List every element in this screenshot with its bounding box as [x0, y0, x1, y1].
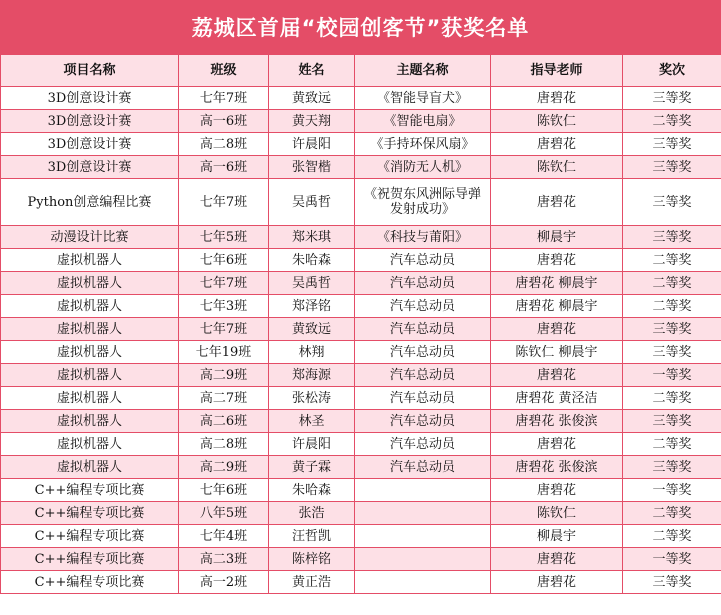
- header-theme: 主题名称: [355, 55, 491, 87]
- cell-project: 虚拟机器人: [1, 364, 179, 387]
- cell-teacher: 唐碧花 柳晨宇: [491, 295, 623, 318]
- cell-name: 黄天翔: [269, 110, 355, 133]
- table-row: [1, 295, 721, 318]
- table-row: [1, 87, 721, 110]
- table-row: [1, 433, 721, 456]
- cell-award: 三等奖: [623, 318, 721, 341]
- cell-class: 高一2班: [179, 571, 269, 594]
- table-row: [1, 272, 721, 295]
- cell-project: 动漫设计比赛: [1, 226, 179, 249]
- cell-teacher: 唐碧花: [491, 479, 623, 502]
- cell-class: 七年5班: [179, 226, 269, 249]
- cell-award: 二等奖: [623, 295, 721, 318]
- cell-award: 二等奖: [623, 249, 721, 272]
- cell-theme: 《祝贺东风洲际导弹发射成功》: [355, 179, 491, 226]
- cell-project: 3D创意设计赛: [1, 133, 179, 156]
- table-row: [1, 502, 721, 525]
- cell-class: 七年6班: [179, 249, 269, 272]
- cell-project: C++编程专项比赛: [1, 548, 179, 571]
- header-teacher: 指导老师: [491, 55, 623, 87]
- cell-name: 许晨阳: [269, 433, 355, 456]
- cell-theme: 《智能电扇》: [355, 110, 491, 133]
- cell-class: 七年6班: [179, 479, 269, 502]
- cell-class: 高二9班: [179, 456, 269, 479]
- cell-teacher: 柳晨宇: [491, 525, 623, 548]
- cell-teacher: 唐碧花 黄泾洁: [491, 387, 623, 410]
- cell-name: 吴禹哲: [269, 272, 355, 295]
- cell-class: 高一6班: [179, 110, 269, 133]
- cell-theme: 汽车总动员: [355, 341, 491, 364]
- header-project: 项目名称: [1, 55, 179, 87]
- cell-project: 3D创意设计赛: [1, 87, 179, 110]
- cell-teacher: 唐碧花 张俊滨: [491, 410, 623, 433]
- cell-class: 高二7班: [179, 387, 269, 410]
- cell-class: 高二8班: [179, 433, 269, 456]
- cell-project: 虚拟机器人: [1, 341, 179, 364]
- cell-award: 三等奖: [623, 571, 721, 594]
- table-row: [1, 548, 721, 571]
- cell-class: 高二9班: [179, 364, 269, 387]
- cell-theme: 汽车总动员: [355, 456, 491, 479]
- cell-teacher: 陈钦仁: [491, 110, 623, 133]
- header-name: 姓名: [269, 55, 355, 87]
- table-row: [1, 364, 721, 387]
- cell-teacher: 唐碧花: [491, 571, 623, 594]
- cell-project: C++编程专项比赛: [1, 479, 179, 502]
- cell-theme: [355, 548, 491, 571]
- table-row: [1, 387, 721, 410]
- cell-theme: 《智能导盲犬》: [355, 87, 491, 110]
- table-row: [1, 456, 721, 479]
- cell-award: 三等奖: [623, 226, 721, 249]
- cell-award: 二等奖: [623, 502, 721, 525]
- award-table: [0, 54, 721, 594]
- cell-theme: 汽车总动员: [355, 433, 491, 456]
- table-row: [1, 179, 721, 226]
- cell-class: 高一6班: [179, 156, 269, 179]
- table-row: [1, 571, 721, 594]
- cell-theme: 《手持环保风扇》: [355, 133, 491, 156]
- table-row: [1, 479, 721, 502]
- cell-name: 郑米琪: [269, 226, 355, 249]
- cell-theme: 汽车总动员: [355, 249, 491, 272]
- cell-teacher: 唐碧花: [491, 548, 623, 571]
- cell-teacher: 陈钦仁: [491, 502, 623, 525]
- cell-theme: 汽车总动员: [355, 295, 491, 318]
- cell-project: 虚拟机器人: [1, 295, 179, 318]
- cell-project: C++编程专项比赛: [1, 502, 179, 525]
- cell-name: 许晨阳: [269, 133, 355, 156]
- cell-teacher: 唐碧花: [491, 87, 623, 110]
- cell-theme: [355, 502, 491, 525]
- table-row: [1, 249, 721, 272]
- cell-class: 七年4班: [179, 525, 269, 548]
- cell-teacher: 唐碧花: [491, 179, 623, 226]
- cell-teacher: 唐碧花: [491, 133, 623, 156]
- cell-name: 张松涛: [269, 387, 355, 410]
- cell-class: 高二6班: [179, 410, 269, 433]
- cell-award: 三等奖: [623, 87, 721, 110]
- page-title: 荔城区首届“校园创客节”获奖名单: [0, 0, 721, 54]
- cell-project: 虚拟机器人: [1, 249, 179, 272]
- cell-name: 汪哲凯: [269, 525, 355, 548]
- cell-theme: 汽车总动员: [355, 272, 491, 295]
- table-row: [1, 341, 721, 364]
- cell-class: 七年7班: [179, 318, 269, 341]
- table-row: [1, 525, 721, 548]
- cell-class: 七年7班: [179, 272, 269, 295]
- table-row: [1, 410, 721, 433]
- cell-teacher: 唐碧花 张俊滨: [491, 456, 623, 479]
- cell-class: 高二8班: [179, 133, 269, 156]
- cell-name: 张浩: [269, 502, 355, 525]
- cell-award: 三等奖: [623, 341, 721, 364]
- cell-project: C++编程专项比赛: [1, 571, 179, 594]
- cell-award: 三等奖: [623, 156, 721, 179]
- cell-theme: [355, 479, 491, 502]
- cell-project: 3D创意设计赛: [1, 156, 179, 179]
- table-row: [1, 133, 721, 156]
- cell-teacher: 唐碧花: [491, 249, 623, 272]
- cell-teacher: 陈钦仁: [491, 156, 623, 179]
- cell-project: 虚拟机器人: [1, 318, 179, 341]
- cell-theme: 汽车总动员: [355, 364, 491, 387]
- cell-teacher: 柳晨宇: [491, 226, 623, 249]
- cell-name: 林圣: [269, 410, 355, 433]
- cell-theme: 《消防无人机》: [355, 156, 491, 179]
- cell-award: 一等奖: [623, 364, 721, 387]
- cell-teacher: 陈钦仁 柳晨宇: [491, 341, 623, 364]
- cell-theme: [355, 571, 491, 594]
- cell-project: C++编程专项比赛: [1, 525, 179, 548]
- cell-name: 林翔: [269, 341, 355, 364]
- cell-project: Python创意编程比赛: [1, 179, 179, 226]
- table-row: [1, 156, 721, 179]
- cell-teacher: 唐碧花: [491, 364, 623, 387]
- cell-award: 三等奖: [623, 133, 721, 156]
- cell-theme: 汽车总动员: [355, 318, 491, 341]
- cell-teacher: 唐碧花 柳晨宇: [491, 272, 623, 295]
- cell-project: 虚拟机器人: [1, 433, 179, 456]
- cell-award: 三等奖: [623, 456, 721, 479]
- cell-class: 七年7班: [179, 87, 269, 110]
- cell-award: 三等奖: [623, 179, 721, 226]
- cell-name: 朱哈森: [269, 249, 355, 272]
- cell-name: 黄致远: [269, 318, 355, 341]
- table-row: [1, 318, 721, 341]
- cell-theme: 《科技与莆阳》: [355, 226, 491, 249]
- cell-theme: 汽车总动员: [355, 410, 491, 433]
- cell-name: 吴禹哲: [269, 179, 355, 226]
- cell-teacher: 唐碧花: [491, 433, 623, 456]
- cell-class: 七年19班: [179, 341, 269, 364]
- cell-name: 张智楷: [269, 156, 355, 179]
- cell-award: 二等奖: [623, 525, 721, 548]
- cell-name: 黄致远: [269, 87, 355, 110]
- cell-project: 虚拟机器人: [1, 387, 179, 410]
- cell-name: 郑海源: [269, 364, 355, 387]
- cell-project: 虚拟机器人: [1, 410, 179, 433]
- cell-theme: 汽车总动员: [355, 387, 491, 410]
- cell-class: 八年5班: [179, 502, 269, 525]
- cell-name: 黄子霖: [269, 456, 355, 479]
- cell-name: 黄正浩: [269, 571, 355, 594]
- table-row: [1, 110, 721, 133]
- cell-name: 郑泽铭: [269, 295, 355, 318]
- cell-teacher: 唐碧花: [491, 318, 623, 341]
- cell-award: 二等奖: [623, 110, 721, 133]
- cell-award: 三等奖: [623, 410, 721, 433]
- cell-award: 一等奖: [623, 479, 721, 502]
- header-class: 班级: [179, 55, 269, 87]
- header-row: [1, 55, 721, 87]
- cell-award: 二等奖: [623, 272, 721, 295]
- cell-award: 二等奖: [623, 387, 721, 410]
- cell-project: 虚拟机器人: [1, 272, 179, 295]
- cell-class: 高二3班: [179, 548, 269, 571]
- cell-name: 陈梓铭: [269, 548, 355, 571]
- header-award: 奖次: [623, 55, 721, 87]
- cell-project: 虚拟机器人: [1, 456, 179, 479]
- cell-award: 一等奖: [623, 548, 721, 571]
- cell-award: 二等奖: [623, 433, 721, 456]
- table-row: [1, 226, 721, 249]
- cell-theme: [355, 525, 491, 548]
- cell-project: 3D创意设计赛: [1, 110, 179, 133]
- cell-class: 七年7班: [179, 179, 269, 226]
- cell-name: 朱哈森: [269, 479, 355, 502]
- cell-class: 七年3班: [179, 295, 269, 318]
